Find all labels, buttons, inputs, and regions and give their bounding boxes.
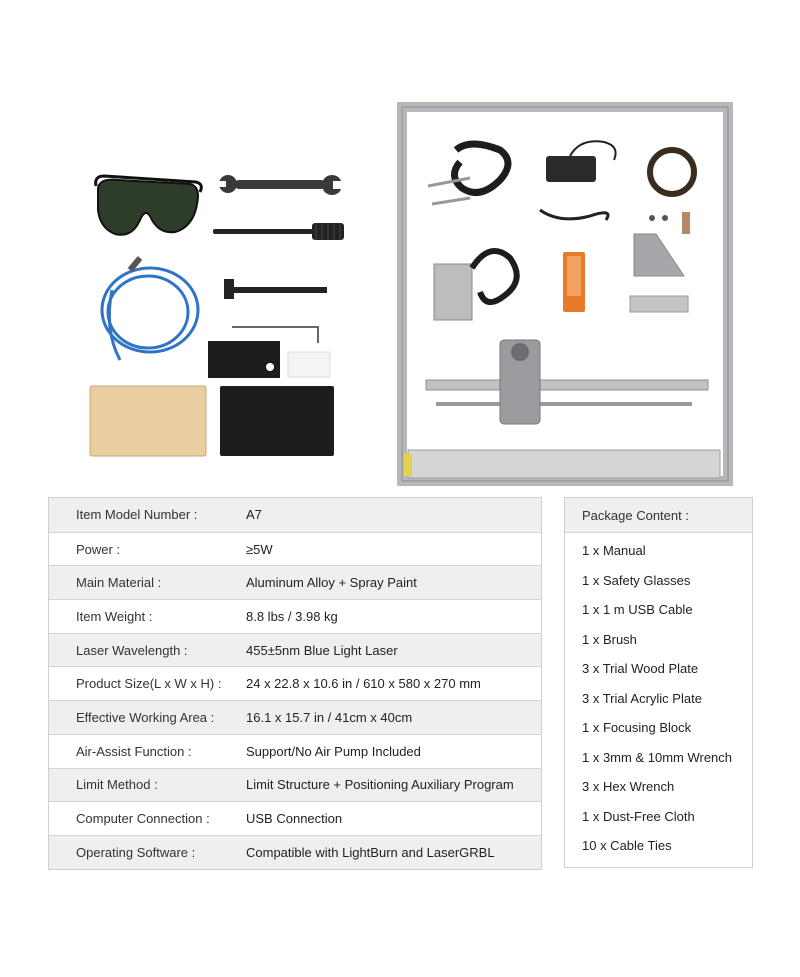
spec-label: Limit Method :	[76, 777, 158, 793]
spec-row-power	[49, 532, 541, 566]
spec-value: 8.8 lbs / 3.98 kg	[246, 608, 338, 624]
spec-value: 24 x 22.8 x 10.6 in / 610 x 580 x 270 mm	[246, 676, 481, 692]
spec-row-software	[49, 835, 541, 869]
spec-value: Compatible with LightBurn and LaserGRBL	[246, 844, 495, 860]
wrench-image	[218, 175, 343, 195]
spec-value: 455±5nm Blue Light Laser	[246, 642, 398, 658]
spec-row-air-assist	[49, 734, 541, 768]
spec-row-connection	[49, 801, 541, 835]
spec-label: Operating Software :	[76, 844, 196, 860]
focusing-block-image	[224, 279, 327, 299]
list-item: 1 x Brush	[582, 631, 637, 647]
list-item: 3 x Trial Wood Plate	[582, 661, 699, 676]
spec-label: Item Weight :	[76, 608, 153, 624]
felt-pad-image	[220, 386, 334, 456]
spec-label: Laser Wavelength :	[76, 642, 188, 658]
dust-cloth-image	[288, 352, 330, 377]
spec-label: Air-Assist Function :	[76, 743, 192, 759]
package-content-title: Package Content :	[565, 498, 752, 533]
spec-label: Effective Working Area :	[76, 709, 215, 725]
spec-label: Main Material :	[76, 575, 162, 591]
spec-label: Product Size(L x W x H) :	[76, 676, 222, 692]
spec-label: Item Model Number :	[76, 507, 198, 523]
specifications-table	[48, 497, 542, 870]
list-item: 1 x 3mm & 10mm Wrench	[582, 749, 733, 765]
list-item: 1 x Safety Glasses	[582, 572, 691, 588]
usb-cable-image	[102, 258, 198, 360]
list-item: 10 x Cable Ties	[582, 838, 672, 853]
spec-value: A7	[246, 507, 262, 523]
spec-value: Support/No Air Pump Included	[246, 743, 421, 759]
wood-plate-image	[90, 386, 206, 456]
brush-image	[213, 223, 344, 240]
spec-label: Computer Connection :	[76, 811, 210, 827]
spec-row-working-area	[49, 700, 541, 734]
spec-row-wavelength	[49, 633, 541, 667]
list-item: 3 x Hex Wrench	[582, 779, 675, 794]
list-item: 1 x Focusing Block	[582, 720, 692, 735]
list-item: 3 x Trial Acrylic Plate	[582, 690, 702, 706]
spec-row-size	[49, 666, 541, 700]
spec-row-model	[49, 498, 541, 532]
list-item: 1 x 1 m USB Cable	[582, 602, 693, 617]
hex-wrench-image	[232, 327, 318, 343]
spec-row-material	[49, 565, 541, 599]
spec-value: 16.1 x 15.7 in / 41cm x 40cm	[246, 709, 413, 725]
list-item: 1 x Dust-Free Cloth	[582, 808, 695, 824]
acrylic-plate-image	[208, 341, 280, 378]
engraver-frame-image	[402, 107, 728, 481]
spec-value: USB Connection	[246, 811, 343, 827]
spec-value: ≥5W	[246, 541, 273, 557]
list-item: 1 x Manual	[582, 543, 646, 558]
spec-row-weight	[49, 599, 541, 633]
spec-value: Limit Structure + Positioning Auxiliary Program	[246, 777, 514, 793]
spec-value: Aluminum Alloy + Spray Paint	[246, 575, 417, 591]
package-content-list	[565, 533, 752, 866]
safety-glasses-image	[96, 176, 202, 235]
spec-row-limit-method	[49, 768, 541, 802]
spec-label: Power :	[76, 541, 121, 557]
package-content-box	[564, 497, 753, 868]
